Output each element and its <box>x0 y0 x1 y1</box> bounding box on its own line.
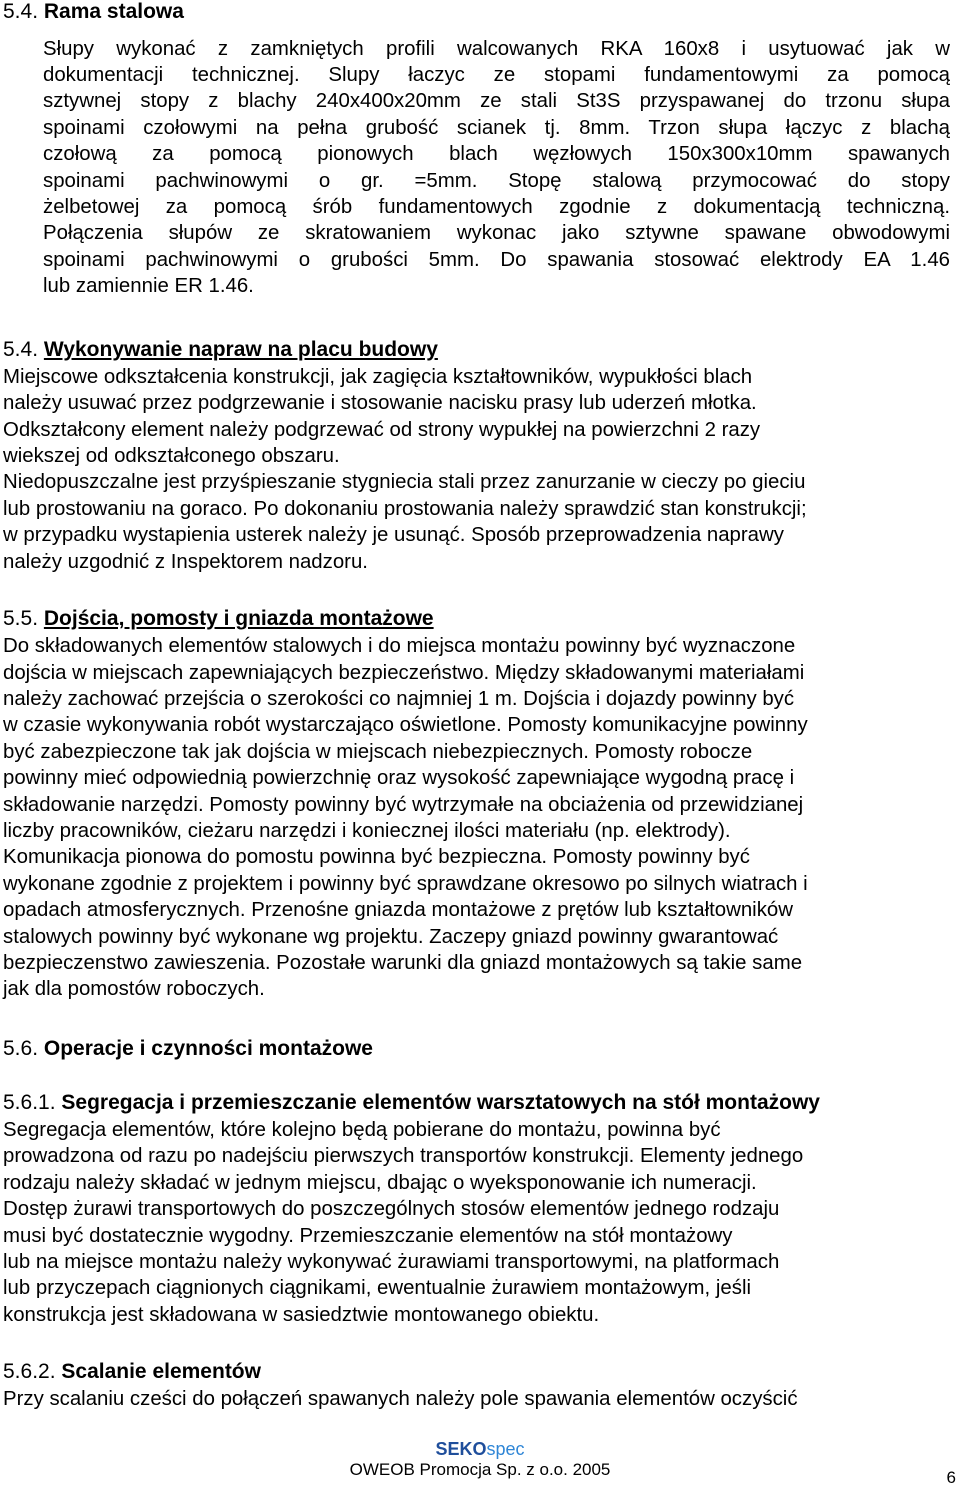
paragraph-line: dojścia w miejscach zapewniających bezpieczeństwo. Między składowanymi materiałami <box>3 662 805 684</box>
section-title: Dojścia, pomosty i gniazda montażowe <box>43 607 434 630</box>
paragraph-line: Do składowanych elementów stalowych i do miejsca montażu powinny być wyznaczone <box>3 635 796 657</box>
paragraph-line: Dostęp żurawi transportowych do poszczególnych stosów elementów jednego rodzaju <box>3 1198 780 1220</box>
paragraph-line: należy zachować przejścia o szerokości co najmniej 1 m. Dojścia i dojazdy powinny być <box>3 688 795 710</box>
section-heading-rama-stalowa <box>3 0 947 24</box>
section-number: 5.5. <box>3 607 39 630</box>
paragraph-line: opadach atmosferycznych. Przenośne gniazda montażowe z prętów lub kształtowników <box>3 899 793 921</box>
paragraph-line: być zabezpieczone tak jak dojścia w miejscach niebezpiecznych. Pomosty robocze <box>3 741 753 763</box>
paragraph-line: Przy scalaniu cześci do połączeń spawanych należy pole spawania elementów oczyścić <box>3 1388 798 1410</box>
paragraph-line: składowanie narzędzi. Pomosty powinny być wytrzymałe na obciażenia od przewidzianej <box>3 794 804 816</box>
paragraph-line: lub prostowaniu na goraco. Po dokonaniu prostowania należy sprawdzić stan konstrukcji; <box>3 498 807 520</box>
paragraph-line: Połączenia słupów ze skratowaniem wykonac jako sztywne spawane obwodowymi <box>43 222 950 244</box>
logo-text-seko: SEKO <box>435 1439 487 1459</box>
section-heading-segregacja <box>3 1091 947 1115</box>
paragraph-line: należy uzgodnić z Inspektorem nadzoru. <box>3 551 368 573</box>
section-title: Operacje i czynności montażowe <box>43 1037 373 1060</box>
paragraph-line: spoinami pachwinowymi o grubości 5mm. Do spawania stosować elektrody EA 1.46 <box>43 249 950 271</box>
paragraph-line: należy usuwać przez podgrzewanie i stosowanie nacisku prasy lub uderzeń młotka. <box>3 392 757 414</box>
paragraph-line: żelbetowej za pomocą śrób fundamentowych zgodnie z dokumentacją techniczną. <box>43 196 950 218</box>
section-title: Segregacja i przemieszczanie elementów warsztatowych na stół montażowy <box>61 1091 820 1114</box>
paragraph-line: wiekszej od odkształconego obszaru. <box>3 445 340 467</box>
paragraph-line: bezpieczenstwo zawieszenia. Pozostałe warunki dla gniazd montażowych są takie same <box>3 952 803 974</box>
section-heading-dojscia <box>3 607 947 631</box>
page-number: 6 <box>946 1468 956 1487</box>
section-title: Scalanie elementów <box>61 1360 261 1383</box>
footer-company: OWEOB Promocja Sp. z o.o. 2005 <box>349 1460 611 1479</box>
paragraph-line: Segregacja elementów, które kolejno będą pobierane do montażu, powinna być <box>3 1119 721 1141</box>
paragraph-line: liczby pracowników, cieżaru narzędzi i koniecznej ilości materiału (np. elektrody). <box>3 820 731 842</box>
paragraph-line: sztywnej stopy z blachy 240x400x20mm ze stali St3S przyspawanej do trzonu słupa <box>43 90 950 112</box>
paragraph-line: prowadzona od razu po nadejściu pierwszych transportów konstrukcji. Elementy jednego <box>3 1145 804 1167</box>
paragraph-line: konstrukcja jest składowana w sasiedztwie montowanego obiektu. <box>3 1304 600 1326</box>
paragraph-line: jak dla pomostów roboczych. <box>3 978 265 1000</box>
paragraph-line: Komunikacja pionowa do pomostu powinna być bezpieczna. Pomosty powinny być <box>3 846 750 868</box>
section-number: 5.4. <box>3 338 39 361</box>
paragraph-line: dokumentacji technicznej. Slupy łaczyc ze stopami fundamentowymi za pomocą <box>43 64 950 86</box>
paragraph-line: Miejscowe odkształcenia konstrukcji, jak zagięcia kształtowników, wypukłości blach <box>3 366 753 388</box>
section-heading-operacje <box>3 1037 947 1061</box>
paragraph-line: Niedopuszczalne jest przyśpieszanie stygniecia stali przez zanurzanie w cieczy po gieciu <box>3 471 806 493</box>
paragraph-line: lub na miejsce montażu należy wykonywać żurawiami transportowymi, na platformach <box>3 1251 780 1273</box>
paragraph-line: lub przyczepach ciągnionych ciągnikami, ewentualnie żurawiem montażowym, jeśli <box>3 1277 752 1299</box>
paragraph-line: musi być dostatecznie wygodny. Przemieszczanie elementów na stół montażowy <box>3 1225 733 1247</box>
paragraph-line: Odkształcony element należy podgrzewać od strony wypukłej na powierzchni 2 razy <box>3 419 761 441</box>
footer-logo <box>0 1438 960 1460</box>
paragraph-line: w przypadku wystapienia usterek należy je usunąć. Sposób przeprowadzenia naprawy <box>3 524 784 546</box>
paragraph-line: czołową za pomocą pionowych blach węzłowych 150x300x10mm spawanych <box>43 143 950 165</box>
section-heading-scalanie <box>3 1360 947 1384</box>
paragraph-line: powinny mieć odpowiednią powierzchnię oraz wysokość zapewniające wygodną pracę i <box>3 767 795 789</box>
paragraph-line: wykonane zgodnie z projektem i powinny być sprawdzane okresowo po silnych wiatrach i <box>3 873 808 895</box>
paragraph-line: rodzaju należy składać w jednym miejscu, dbając o wyeksponowanie ich numeracji. <box>3 1172 757 1194</box>
paragraph-line: spoinami czołowymi na pełna grubość scianek tj. 8mm. Trzon słupa łączyc z blachą <box>43 117 950 139</box>
paragraph-line: w czasie wykonywania robót wystarczająco oświetlone. Pomosty komunikacyjne powinny <box>3 714 808 736</box>
section-number: 5.6.2. <box>3 1360 56 1383</box>
section-heading-naprawy <box>3 338 947 362</box>
section-number: 5.6.1. <box>3 1091 56 1114</box>
paragraph-line: stalowych powinny być wykonane wg projektu. Zaczepy gniazd powinny gwarantować <box>3 926 779 948</box>
paragraph-line: spoinami pachwinowymi o gr. =5mm. Stopę stalową przymocować do stopy <box>43 170 950 192</box>
section-title: Wykonywanie napraw na placu budowy <box>43 338 438 361</box>
paragraph-line: Słupy wykonać z zamkniętych profili walcowanych RKA 160x8 i usytuować jak w <box>43 38 950 60</box>
logo-text-spec: spec <box>486 1439 525 1459</box>
section-number: 5.4. <box>3 0 39 23</box>
section-title: Rama stalowa <box>43 0 184 23</box>
paragraph-line: lub zamiennie ER 1.46. <box>43 275 254 297</box>
section-number: 5.6. <box>3 1037 39 1060</box>
